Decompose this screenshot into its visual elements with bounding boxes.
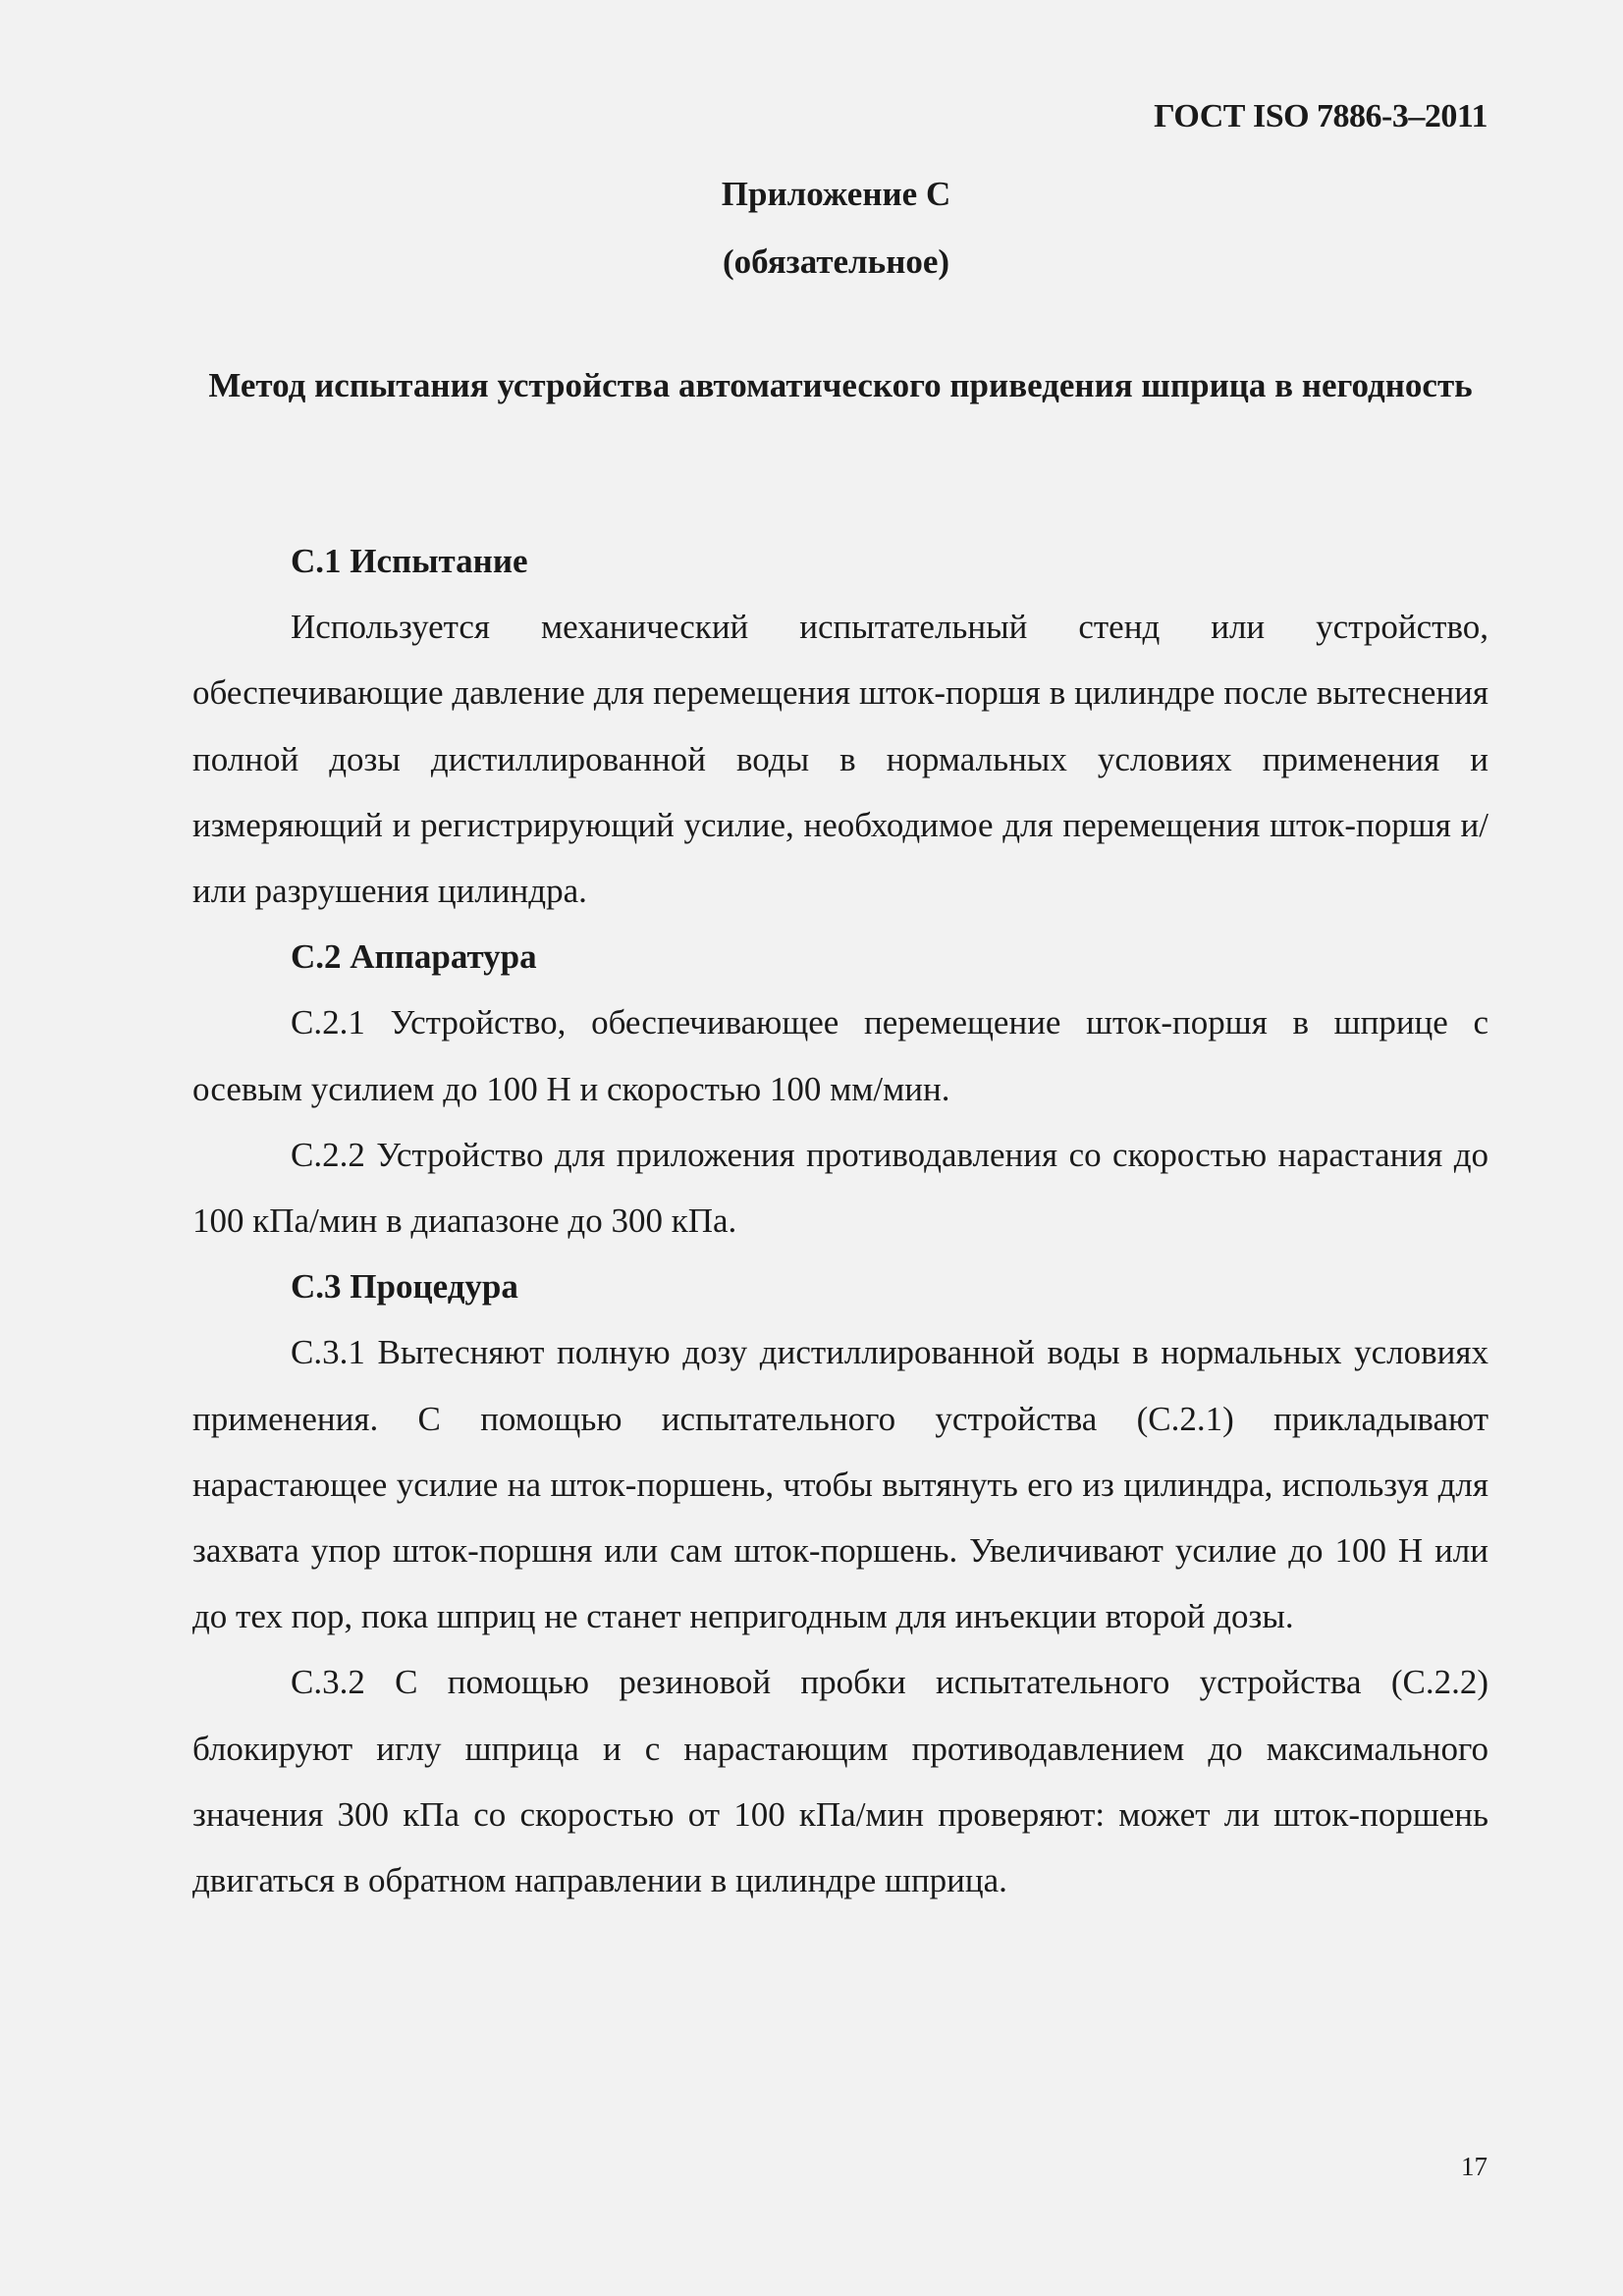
- paragraph-c3-2: С.3.2 С помощью резиновой пробки испытательного устройства (С.2.2) блокируют иглу шприца и с нарастающим противодавлением до максимального значения 300 кПа со скоростью от 100 кПа/мин проверяют: может ли шток-поршень двигаться в обратном направлении в цилиндре шприца.: [192, 1663, 1488, 1900]
- page-number: 17: [1461, 2152, 1488, 2181]
- paragraph-c1: Используется механический испытательный стенд или устройство, обеспечивающие давление для перемещения шток-поршя в цилиндре после вытеснения полной дозы дистиллированной воды в нормальных условиях применения и измеряющий и регистрирующий усилие, необходимое для перемещения шток-поршя и/или разрушения цилиндра.: [192, 608, 1488, 911]
- paragraph-c3-1: С.3.1 Вытесняют полную дозу дистиллированной воды в нормальных условиях применения. С помощью испытательного устройства (С.2.1) прикладывают нарастающее усилие на шток-поршень, чтобы вытянуть его из цилиндра, используя для захвата упор шток-поршня или сам шток-поршень. Увеличивают усилие до 100 Н или до тех пор, пока шприц не станет непригодным для инъекции второй дозы.: [192, 1333, 1488, 1636]
- paragraph-c2-2: С.2.2 Устройство для приложения противодавления со скоростью нарастания до 100 кПа/мин в диапазоне до 300 кПа.: [192, 1135, 1488, 1241]
- method-title: Метод испытания устройства автоматического приведения шприца в негодность: [208, 366, 1473, 404]
- section-heading-c3: С.3 Процедура: [291, 1267, 518, 1307]
- paragraph-c2-1: С.2.1 Устройство, обеспечивающее перемещение шток-поршя в шприце с осевым усилием до 100 Н и скоростью 100 мм/мин.: [192, 1003, 1488, 1108]
- standard-code-header: ГОСТ ISO 7886-3–2011: [1154, 98, 1488, 134]
- appendix-status: (обязательное): [722, 242, 950, 281]
- appendix-title: Приложение С: [721, 175, 951, 213]
- section-heading-c1: С.1 Испытание: [291, 542, 528, 580]
- document-body: [192, 528, 1488, 1913]
- section-heading-c2: С.2 Аппаратура: [291, 937, 537, 977]
